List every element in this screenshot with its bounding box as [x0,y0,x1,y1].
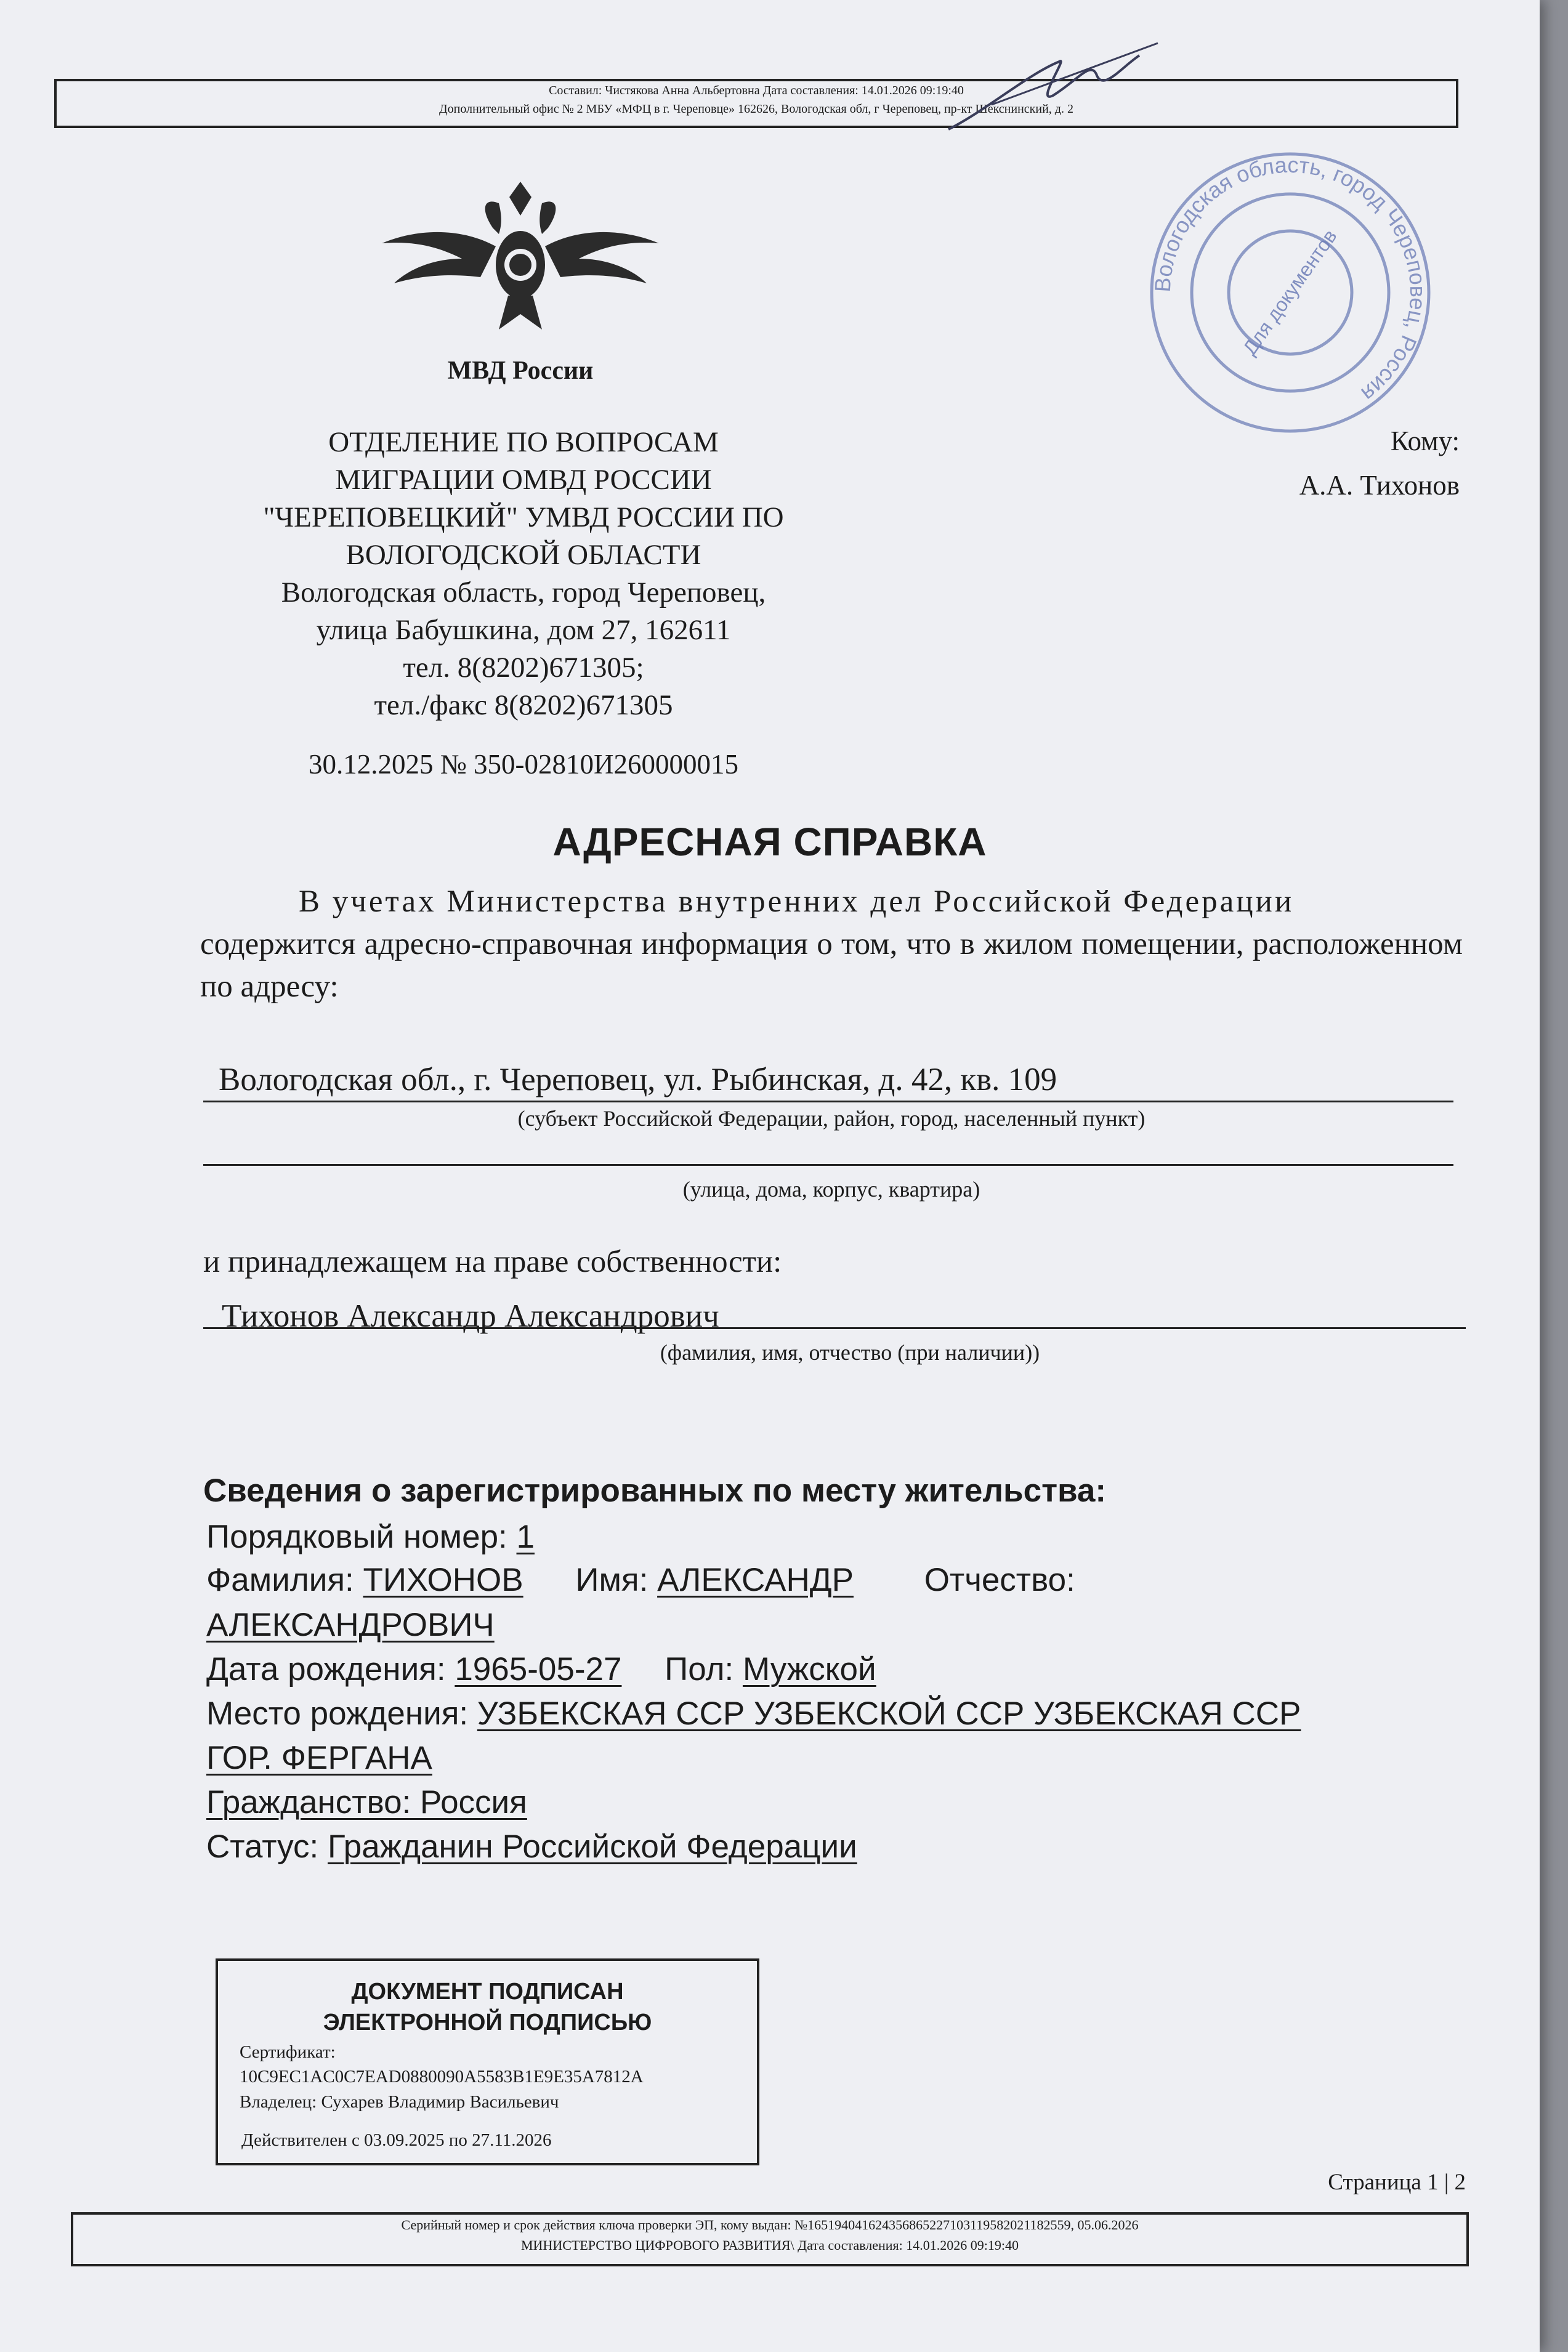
address-value: Вологодская обл., г. Череповец, ул. Рыбинская, д. 42, кв. 109 [219,1062,1057,1097]
birthplace-value-2: ГОР. ФЕРГАНА [206,1740,432,1776]
birthplace-label: Место рождения: [206,1695,477,1732]
recipient-name: А.А. Тихонов [1299,470,1460,501]
sex-label: Пол: [665,1651,743,1687]
record-number-row [206,1518,535,1556]
e-signature-box [216,1958,759,2165]
address-caption-1: (субъект Российской Федерации, район, город, населенный пункт) [517,1106,1146,1131]
birthdate-label: Дата рождения: [206,1651,455,1687]
surname-value: ТИХОНОВ [363,1562,523,1598]
name-row [206,1561,1075,1599]
compiler-line: Составил: Чистякова Анна Альбертовна Дата составления: 14.01.2026 09:19:40 [549,84,964,97]
intro-paragraph [200,881,1463,1008]
agency-line: тел./факс 8(8202)671305 [374,689,673,721]
recipient-label: Кому: [1390,426,1460,456]
record-number-label: Порядковый номер: [206,1519,517,1555]
signature-owner: Владелец: Сухарев Владимир Васильевич [240,2092,559,2112]
registered-heading: Сведения о зарегистрированных по месту жительства: [203,1473,1107,1509]
footer-line-1: Серийный номер и срок действия ключа проверки ЭП, кому выдан: №165194041624356865227103119582021182559, 05.06.2026 [401,2217,1139,2233]
status-value: Гражданин Российской Федерации [328,1829,857,1865]
patronymic-value: АЛЕКСАНДРОВИЧ [206,1607,495,1643]
handwritten-signature-icon [936,37,1170,142]
agency-line: тел. 8(8202)671305; [403,652,644,684]
first-name-value: АЛЕКСАНДР [657,1562,854,1598]
office-line: Дополнительный офис № 2 МБУ «МФЦ в г. Череповце» 162626, Вологодская обл, г Череповец, пр-кт Шекснинский, д. 2 [439,102,1073,116]
agency-line: ВОЛОГОДСКОЙ ОБЛАСТИ [346,539,701,571]
status-label: Статус: [206,1829,328,1865]
owner-caption: (фамилия, имя, отчество (при наличии)) [660,1340,1040,1365]
certificate-value: 10C9EC1AC0C7EAD0880090A5583B1E9E35A7812A [240,2067,644,2087]
sex-value: Мужской [742,1651,876,1687]
stamp-center-text: Для документов [1238,225,1341,359]
intro-rest: содержится адресно-справочная информация о том, что в жилом помещении, расположенном по адресу: [200,927,1463,1004]
round-stamp-icon [1146,148,1435,437]
address-line-2 [203,1127,1453,1166]
agency-line: ОТДЕЛЕНИЕ ПО ВОПРОСАМ [328,426,719,458]
ownership-label: и принадлежащем на праве собственности: [203,1245,782,1279]
eagle-crest-icon [376,172,665,333]
agency-line: МИГРАЦИИ ОМВД РОССИИ [335,464,712,496]
agency-line: "ЧЕРЕПОВЕЦКИЙ" УМВД РОССИИ ПО [263,501,784,533]
record-number-value: 1 [516,1519,535,1555]
birthplace-value: УЗБЕКСКАЯ ССР УЗБЕКСКОЙ ССР УЗБЕКСКАЯ ССР [477,1695,1301,1732]
birthplace-row-2 [206,1739,432,1777]
address-caption-2: (улица, дома, корпус, квартира) [682,1177,980,1202]
birth-row [206,1651,876,1688]
first-name-label: Имя: [575,1562,658,1598]
intro-first-line: В учетах Министерства внутренних дел Российской Федерации [299,884,1295,919]
e-signature-title [218,1976,757,2038]
certificate-label: Сертификат: [240,2042,336,2062]
agency-line: улица Бабушкина, дом 27, 162611 [316,614,731,646]
owner-value: Тихонов Александр Александрович [222,1298,719,1334]
agency-name: МВД России [447,357,594,385]
owner-line [203,1298,1466,1334]
compiler-header-box [54,79,1458,128]
agency-line: Вологодская область, город Череповец, [281,576,766,608]
citizenship-value: Гражданство: Россия [206,1784,527,1821]
patronymic-row [206,1606,495,1644]
footer-line-2: МИНИСТЕРСТВО ЦИФРОВОГО РАЗВИТИЯ\ Дата составления: 14.01.2026 09:19:40 [521,2237,1019,2253]
agency-details [197,424,850,724]
status-row [206,1828,857,1865]
e-signature-title-2: ЭЛЕКТРОННОЙ ПОДПИСЬЮ [323,2010,652,2035]
patronymic-label: Отчество: [924,1562,1075,1598]
document-title: АДРЕСНАЯ СПРАВКА [552,820,987,864]
surname-label: Фамилия: [206,1562,363,1598]
stamp-ring-text: Вологодская область, город Череповец, Россия [1149,152,1431,407]
e-signature-title-1: ДОКУМЕНТ ПОДПИСАН [351,1979,624,2005]
document-date-number: 30.12.2025 № 350-02810И260000015 [309,749,738,780]
footer-box [71,2212,1469,2266]
page-number: Страница 1 | 2 [1328,2170,1466,2195]
address-line [203,1056,1453,1102]
signature-validity: Действителен с 03.09.2025 по 27.11.2026 [241,2130,552,2150]
citizenship-row [206,1784,527,1821]
birthplace-row [206,1695,1301,1732]
birthdate-value: 1965-05-27 [455,1651,622,1687]
